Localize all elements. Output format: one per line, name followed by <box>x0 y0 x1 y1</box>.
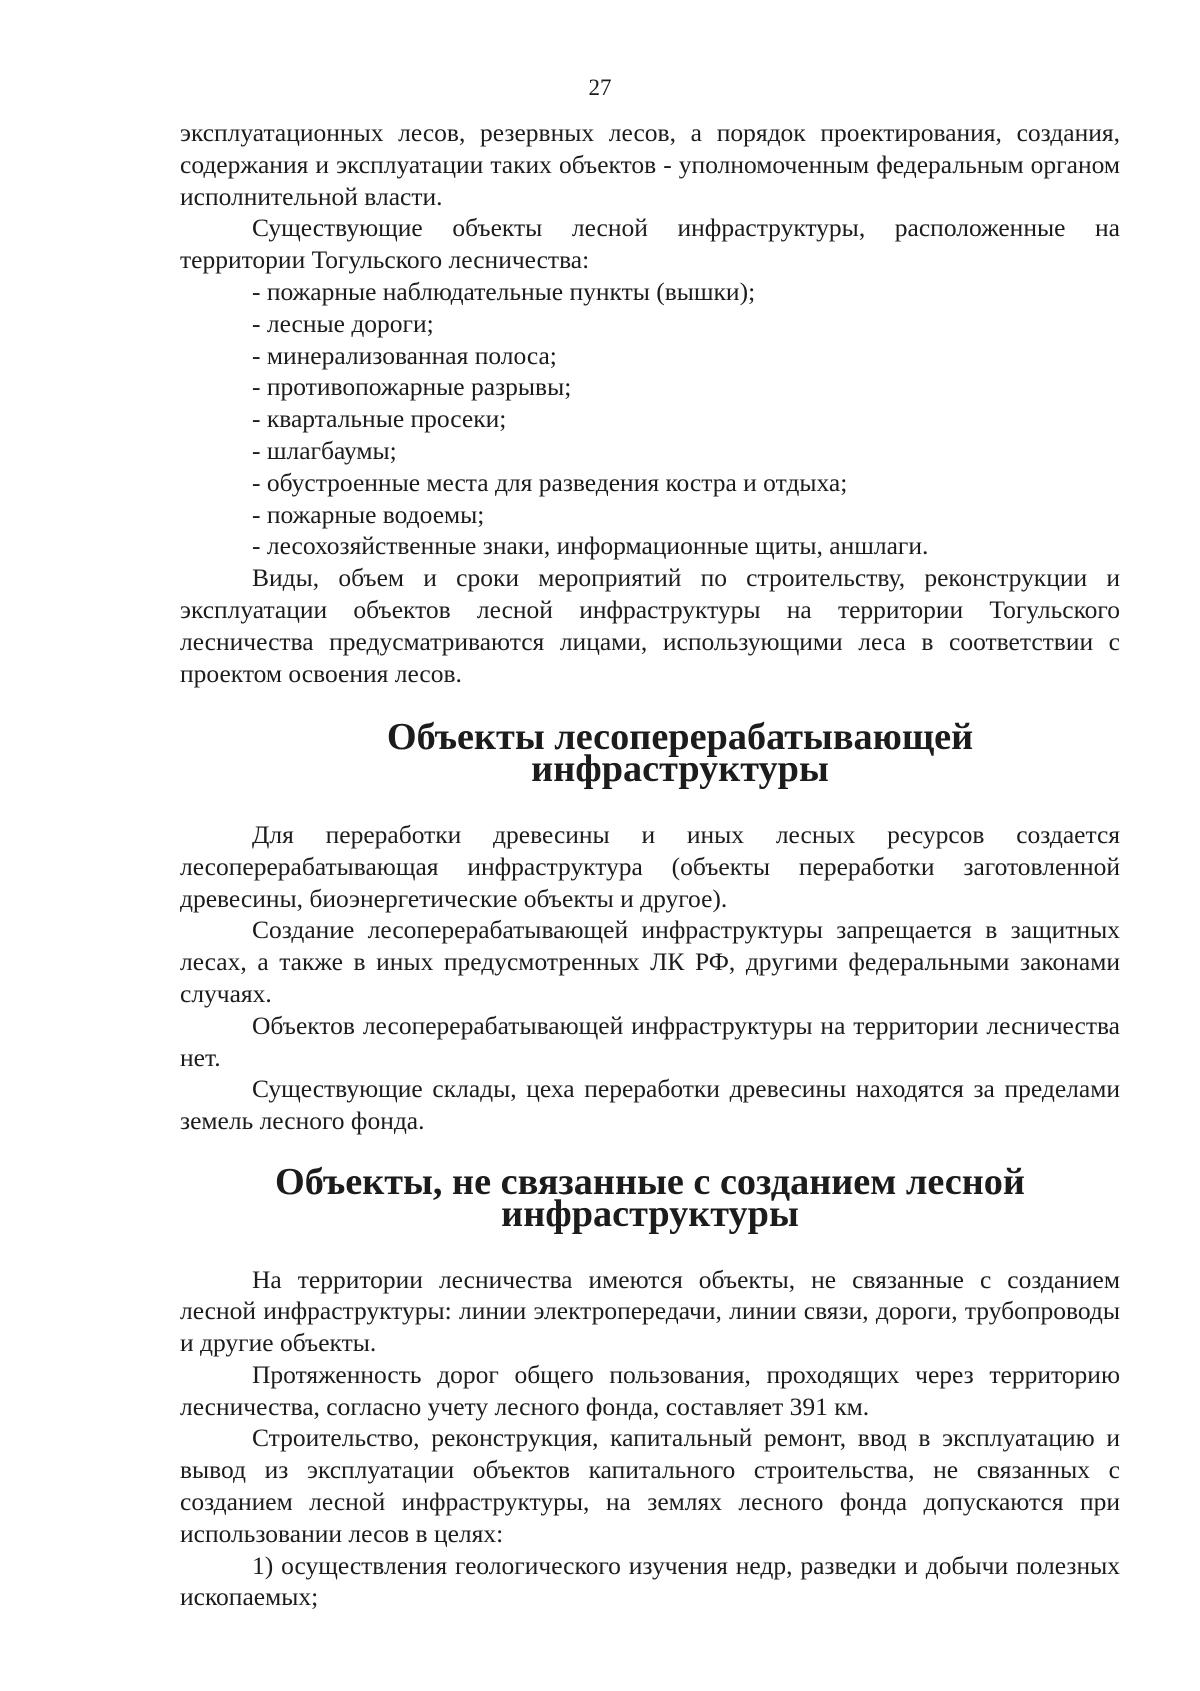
processing-paragraph: Объектов лесоперерабатывающей инфраструктуры на территории лесничества нет. <box>180 1010 1120 1072</box>
list-item: - шлагбаумы; <box>252 435 397 465</box>
intro-paragraph: эксплуатационных лесов, резервных лесов, а порядок проектирования, создания, содержания и эксплуатации таких объектов - уполномоченным федеральным органом исполнительной власти. <box>180 118 1120 211</box>
processing-paragraph: Для переработки древесины и иных лесных ресурсов создается лесоперерабатывающая инфраструктура (объекты переработки заготовленной древесины, биоэнергетические объекты и другое). <box>180 819 1120 913</box>
section-heading-unrelated: Объекты, не связанные с созданием лесной инфраструктуры <box>275 1160 1025 1235</box>
measures-paragraph: Виды, объем и сроки мероприятий по строительству, реконструкции и эксплуатации объектов лесной инфраструктуры на территории Тогульского лесничества предусматриваются лицами, использующими леса в соответствии с проектом освоения лесов. <box>180 563 1120 688</box>
existing-objects-list <box>180 276 1120 562</box>
list-item: - квартальные просеки; <box>252 404 507 434</box>
processing-paragraph: Существующие склады, цеха переработки древесины находятся за пределами земель лесного фонда. <box>180 1074 1120 1136</box>
section-heading-processing: Объекты лесоперерабатывающей инфраструктуры <box>386 716 974 791</box>
list-item: - лесохозяйственные знаки, информационные щиты, аншлаги. <box>252 531 929 561</box>
list-item: - пожарные наблюдательные пункты (вышки); <box>252 276 756 306</box>
page-number: 27 <box>588 75 612 100</box>
list-item: - пожарные водоемы; <box>252 499 485 529</box>
list-item: - минерализованная полоса; <box>252 340 557 370</box>
page-content <box>180 117 1120 1613</box>
unrelated-paragraph: На территории лесничества имеются объекты, не связанные с созданием лесной инфраструктуры: линии электропередачи, линии связи, дороги, трубопроводы и другие объекты. <box>180 1264 1120 1358</box>
list-item: - обустроенные места для разведения костра и отдыха; <box>252 467 848 497</box>
processing-paragraph: Создание лесоперерабатывающей инфраструктуры запрещается в защитных лесах, а также в иных предусмотренных ЛК РФ, другими федеральными законами случаях. <box>180 915 1120 1008</box>
unrelated-paragraph: 1) осуществления геологического изучения недр, разведки и добычи полезных ископаемых; <box>180 1550 1120 1612</box>
existing-objects-intro: Существующие объекты лесной инфраструктуры, расположенные на территории Тогульского лесничества: <box>180 213 1120 275</box>
unrelated-paragraph: Строительство, реконструкция, капитальный ремонт, ввод в эксплуатацию и вывод из эксплуатации объектов капитального строительства, не связанных с созданием лесной инфраструктуры, на землях лесного фонда допускаются при использовании лесов в целях: <box>180 1423 1120 1548</box>
list-item: - лесные дороги; <box>252 308 434 338</box>
list-item: - противопожарные разрывы; <box>252 372 572 402</box>
unrelated-paragraph: Протяженность дорог общего пользования, проходящих через территорию лесничества, согласно учету лесного фонда, составляет 391 км. <box>180 1359 1120 1421</box>
